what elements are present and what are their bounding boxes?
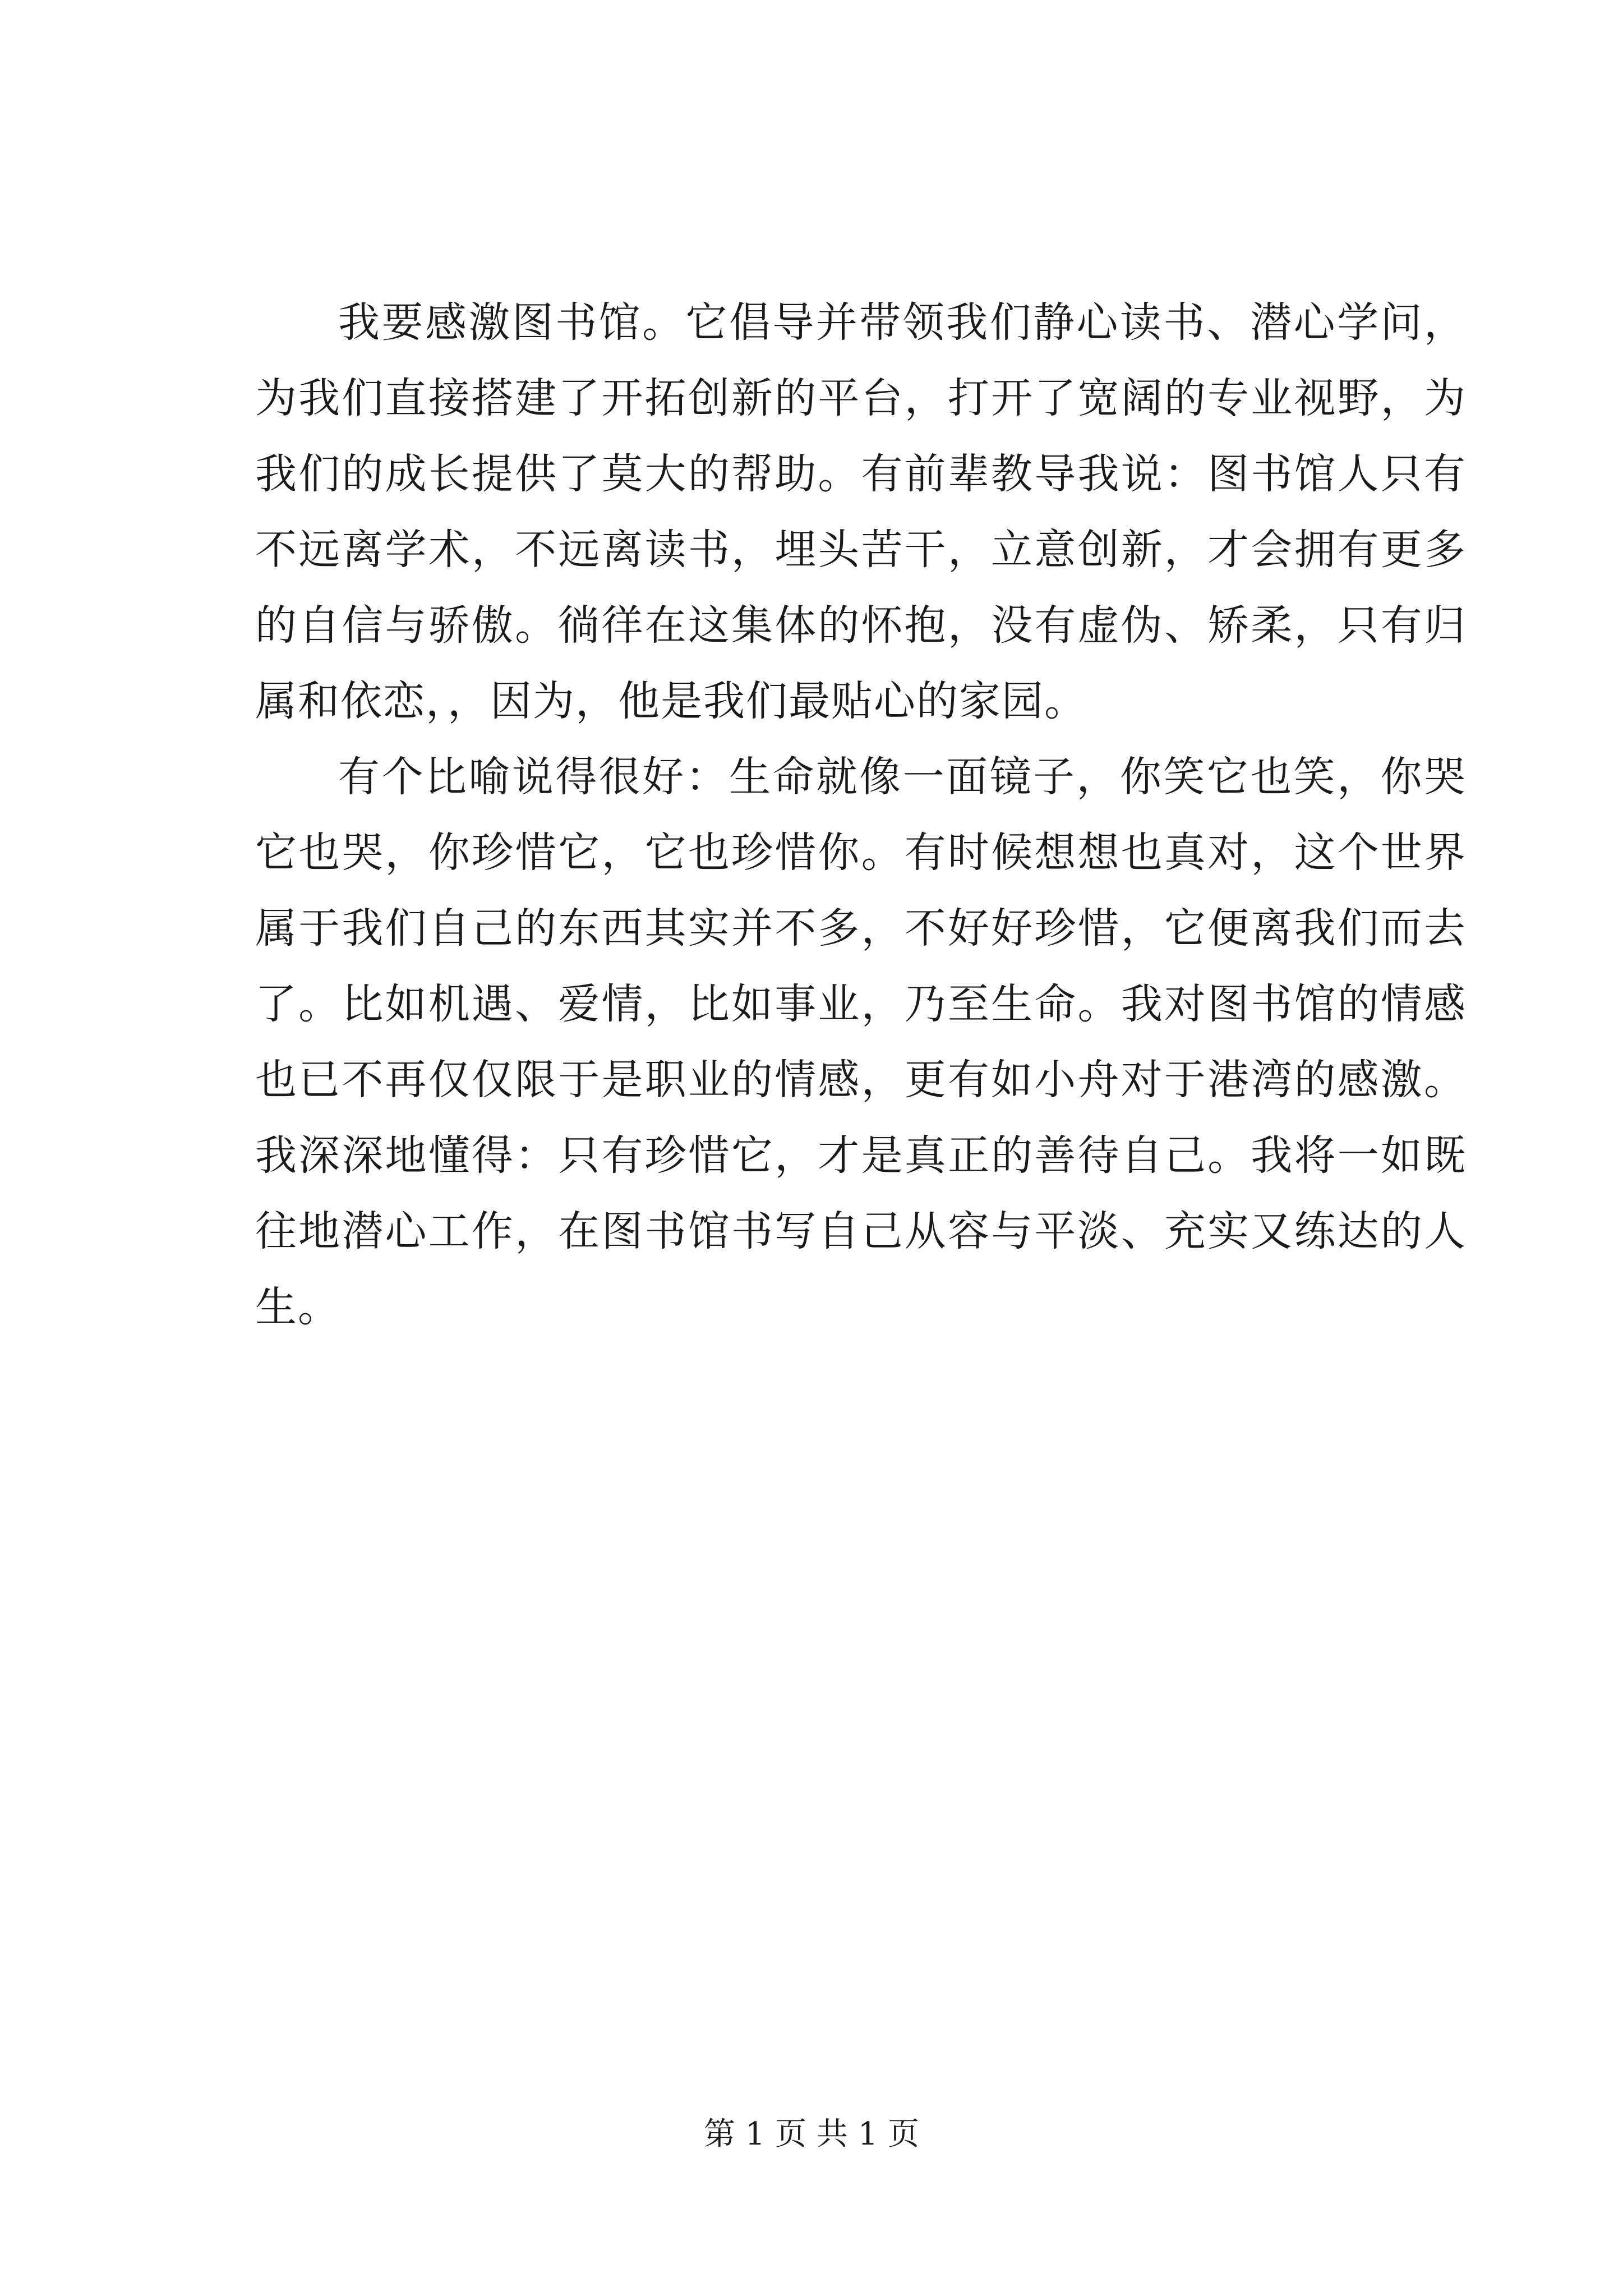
page-footer: 第 1 页 共 1 页 bbox=[703, 2116, 920, 2152]
document-body bbox=[255, 285, 1467, 1345]
paragraph-1: 我要感激图书馆。它倡导并带领我们静心读书、潜心学问，为我们直接搭建了开拓创新的平台，打开了宽阔的专业视野，为我们的成长提供了莫大的帮助。有前辈教导我说：图书馆人只有不远离学术，不远离读书，埋头苦干，立意创新，才会拥有更多的自信与骄傲。徜徉在这集体的怀抱，没有虚伪、矫柔，只有归属和依恋，，因为，他是我们最贴心的家园。 bbox=[255, 298, 1467, 725]
paragraph-2: 有个比喻说得很好：生命就像一面镜子，你笑它也笑，你哭它也哭，你珍惜它，它也珍惜你。有时候想想也真对，这个世界属于我们自己的东西其实并不多，不好好珍惜，它便离我们而去了。比如机遇、爱情，比如事业，乃至生命。我对图书馆的情感也已不再仅仅限于是职业的情感，更有如小舟对于港湾的感激。我深深地懂得：只有珍惜它，才是真正的善待自己。我将一如既往地潜心工作，在图书馆书写自己从容与平淡、充实又练达的人生。 bbox=[255, 753, 1467, 1331]
